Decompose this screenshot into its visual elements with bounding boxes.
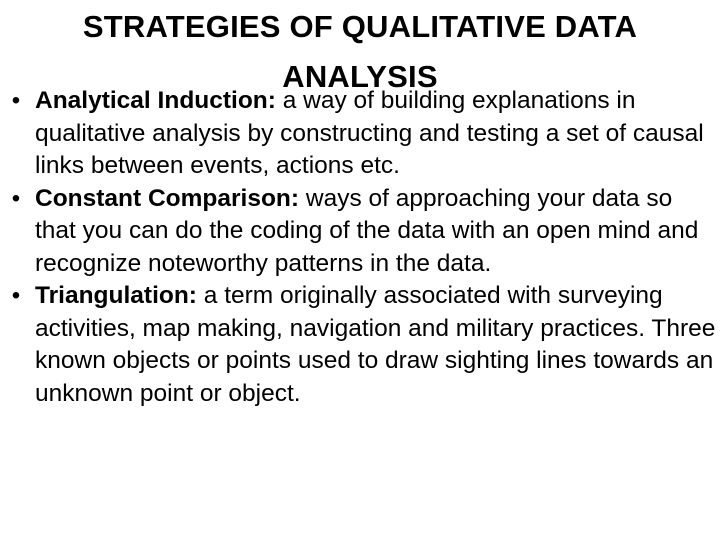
bullet-triangulation: [0, 280, 720, 410]
bullet-icon: •: [11, 282, 21, 309]
bullet-text: ways of approaching your data so that you can do the coding of the data with an open mind and recognize noteworthy patterns in the data.: [35, 184, 699, 277]
bullet-term: Constant Comparison:: [35, 184, 300, 212]
bullet-analytical-induction: [0, 85, 720, 183]
bullet-text: a way of building explanations in qualitative analysis by constructing and testing a set of causal links between events, actions etc.: [35, 87, 704, 179]
slide-title: STRATEGIES OF QUALITATIVE DATA ANALYSIS: [82, 9, 638, 94]
bullet-term: Analytical Induction:: [35, 87, 276, 114]
bullet-icon: •: [11, 87, 21, 114]
bullet-icon: •: [11, 184, 21, 212]
bullet-text: a term originally associated with surveying activities, map making, navigation and military practices. Three known objects or points used to draw sighting lines towards an unknown point or object.: [35, 282, 716, 407]
bullet-term: Triangulation:: [35, 282, 197, 309]
bullet-list: [0, 85, 720, 410]
bullet-constant-comparison: [0, 183, 720, 281]
